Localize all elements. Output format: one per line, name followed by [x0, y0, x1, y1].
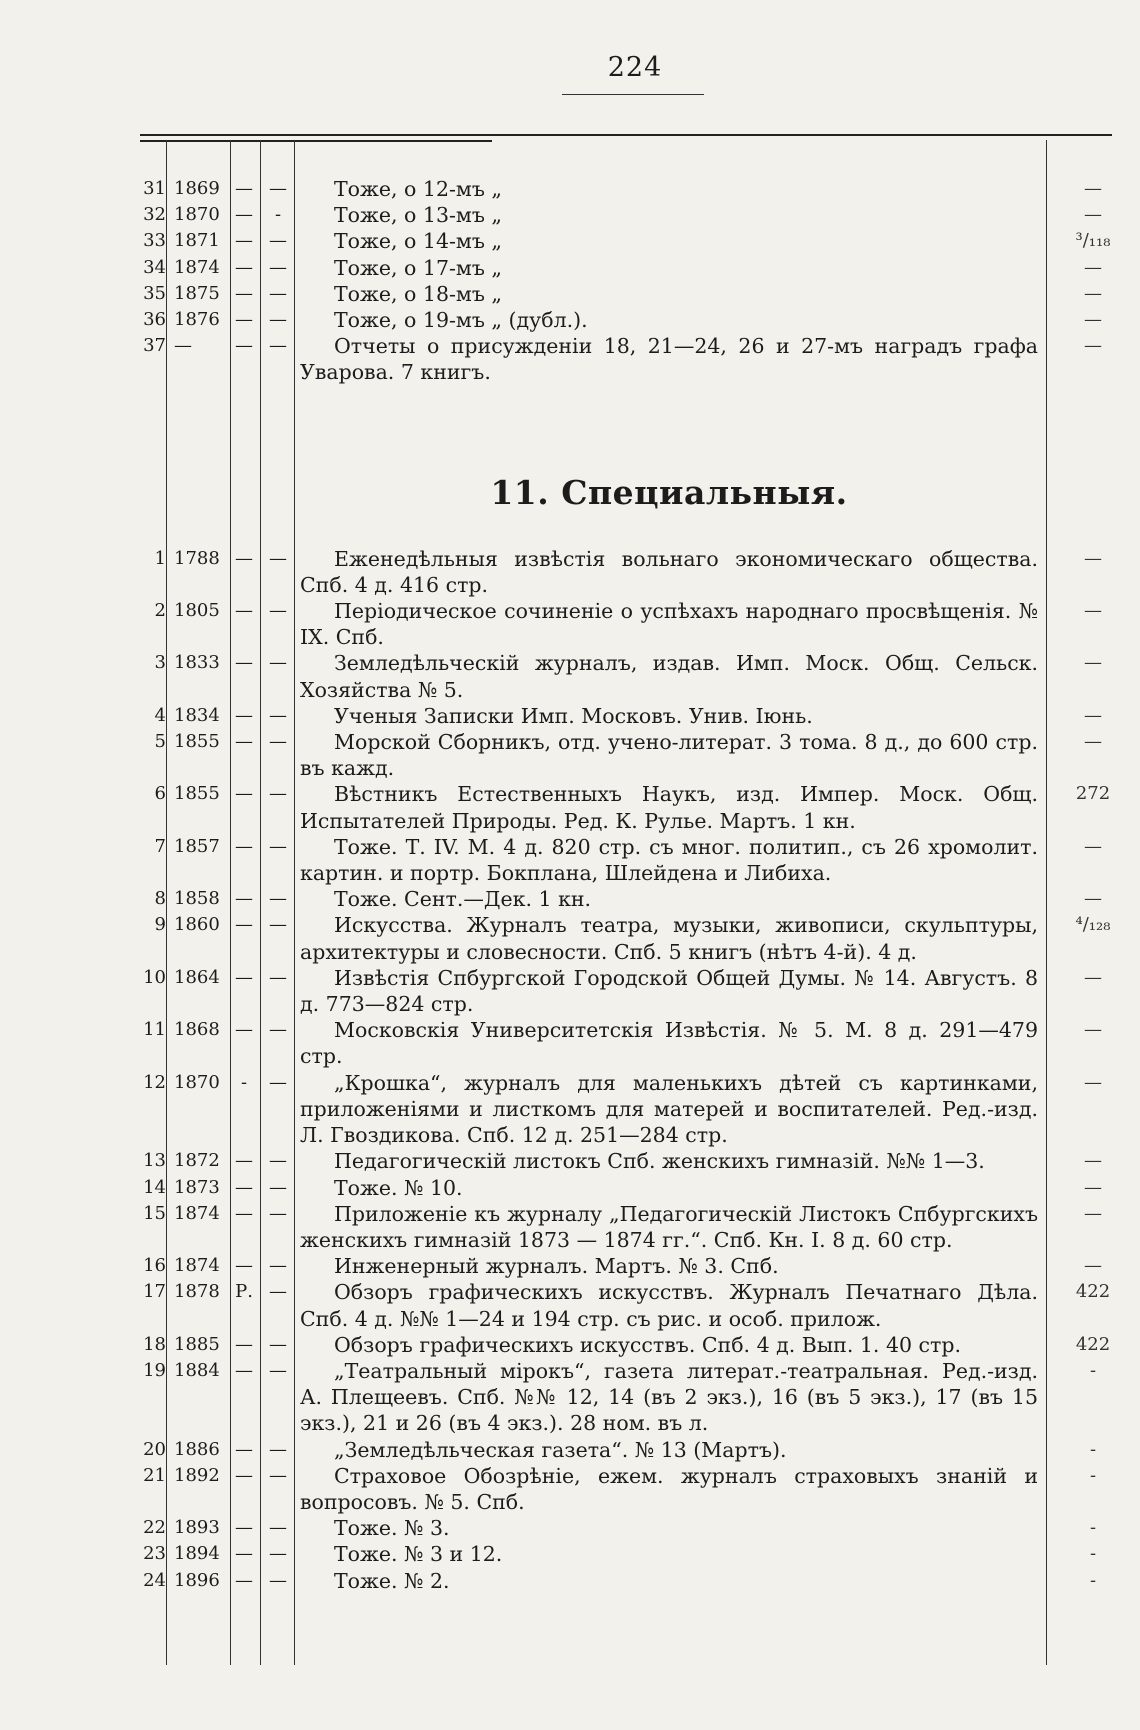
entry-number: 15 — [143, 1202, 166, 1224]
entry-year: 1855 — [174, 783, 220, 805]
entry-mark-1: — — [235, 309, 253, 331]
entry-number: 31 — [143, 178, 166, 199]
entry-year: 1874 — [174, 1255, 220, 1277]
entry-mark-1: — — [235, 1333, 253, 1355]
entry-mark-1: — — [235, 1255, 253, 1277]
page-number: 224 — [607, 52, 663, 83]
entry-mark-2: — — [269, 1281, 287, 1303]
table-row — [0, 1515, 1140, 1541]
entry-mark-1: — — [235, 704, 253, 726]
entry-shelf-mark: - — [1089, 1543, 1097, 1565]
entry-number: 21 — [143, 1464, 166, 1486]
entry-year: 1860 — [174, 914, 220, 936]
entry-description: Еженедѣльныя извѣстія вольнаго экономическаго общества. Спб. 4 д. 416 стр. — [300, 546, 1038, 597]
entry-number: 17 — [143, 1281, 166, 1303]
entry-number: 14 — [143, 1176, 166, 1198]
entry-number: 8 — [154, 888, 166, 910]
entry-shelf-mark: — — [1084, 731, 1102, 753]
entry-number: 2 — [154, 600, 166, 622]
entry-mark-2: — — [269, 835, 287, 857]
entry-number: 19 — [143, 1359, 166, 1381]
table-row — [0, 650, 1140, 702]
table-row — [0, 546, 1140, 598]
entry-description: Тоже. № 10. — [334, 1175, 463, 1200]
entry-number: 5 — [154, 731, 166, 753]
table-row — [0, 703, 1140, 729]
entry-mark-2: — — [269, 1019, 287, 1041]
entry-description: Искусства. Журналъ театра, музыки, живописи, скульптуры, архитектуры и словесности. Спб. 5 книгъ (нѣтъ 4-й). 4 д. — [300, 913, 1038, 964]
table-row — [0, 1070, 1140, 1149]
entry-number: 20 — [143, 1438, 166, 1460]
entry-year: 1805 — [174, 600, 220, 622]
entry-year: 1870 — [174, 204, 220, 226]
entry-year: 1872 — [174, 1150, 220, 1172]
entry-description: Тоже. Сент.—Дек. 1 кн. — [334, 887, 592, 912]
entry-description: Тоже. № 3 и 12. — [334, 1542, 503, 1567]
entry-number: 12 — [143, 1071, 166, 1093]
page-number-underline — [562, 94, 704, 95]
entry-number: 35 — [143, 282, 166, 304]
table-row — [0, 598, 1140, 650]
entry-description: Приложеніе къ журналу „Педагогическій Листокъ Спбургскихъ женскихъ гимназій 1873 — 1874 гг.“. Спб. Кн. I. 8 д. 60 стр. — [300, 1201, 1038, 1252]
entry-year: 1855 — [174, 731, 220, 753]
entry-mark-1: — — [235, 600, 253, 622]
entry-description: Тоже, о 14-мъ „ — [334, 229, 503, 254]
entry-year: 1868 — [174, 1019, 220, 1041]
entry-year: 1873 — [174, 1176, 220, 1198]
entry-description: „Земледѣльческая газета“. № 13 (Мартъ). — [334, 1437, 787, 1462]
table-row — [0, 176, 1140, 202]
entry-shelf-mark: ⁴/₁₂₈ — [1075, 914, 1111, 936]
entry-mark-2: — — [269, 652, 287, 674]
entry-description: Морской Сборникъ, отд. учено-литерат. 3 тома. 8 д., до 600 стр. въ кажд. — [300, 730, 1038, 781]
entry-number: 11 — [143, 1019, 166, 1041]
table-row — [0, 1175, 1140, 1201]
entry-mark-2: — — [269, 547, 287, 569]
entry-number: 3 — [154, 652, 166, 674]
entry-description: „Театральный мірокъ“, газета литерат.-театральная. Ред.-изд. А. Плещеевъ. Спб. №№ 12, 14 (въ 2 экз.), 16 (въ 5 экз.), 17 (въ 15 экз.), 21 и 26 (въ 4 экз.). 28 ном. въ л. — [300, 1358, 1038, 1436]
table-row — [0, 281, 1140, 307]
entry-year: 1834 — [174, 704, 220, 726]
entry-year: 1857 — [174, 835, 220, 857]
entry-number: 36 — [143, 309, 166, 331]
entry-number: 13 — [143, 1150, 166, 1172]
entry-number: 6 — [154, 783, 166, 805]
header-rule-short — [140, 140, 492, 142]
entry-number: 32 — [143, 204, 166, 226]
entry-shelf-mark: — — [1084, 888, 1102, 910]
entry-shelf-mark: — — [1084, 282, 1102, 304]
entry-year: 1876 — [174, 309, 220, 331]
table-row — [0, 1568, 1140, 1594]
entry-year: 1875 — [174, 282, 220, 304]
entry-shelf-mark: — — [1084, 1019, 1102, 1041]
entry-shelf-mark: — — [1084, 1176, 1102, 1198]
entry-shelf-mark: — — [1084, 600, 1102, 622]
entry-number: 34 — [143, 256, 166, 278]
entry-year: 1871 — [174, 230, 220, 252]
entry-description: Извѣстія Спбургской Городской Общей Думы. № 14. Августъ. 8 д. 773—824 стр. — [300, 965, 1038, 1017]
table-row — [0, 1017, 1140, 1069]
entry-mark-1: — — [235, 1019, 253, 1041]
entry-mark-1: — — [235, 547, 253, 569]
table-row — [0, 228, 1140, 254]
table-row — [0, 912, 1140, 964]
entry-description: Педагогическій листокъ Спб. женскихъ гимназій. №№ 1—3. — [334, 1149, 985, 1174]
entry-number: 22 — [143, 1517, 166, 1539]
entry-mark-2: — — [269, 704, 287, 726]
entry-mark-1: — — [235, 1359, 253, 1381]
entry-description: Тоже, о 13-мъ „ — [334, 203, 503, 228]
entry-mark-1: — — [235, 888, 253, 910]
entry-number: 9 — [154, 914, 166, 936]
entry-mark-1: Р. — [235, 1281, 253, 1303]
table-row — [0, 1463, 1140, 1515]
entry-mark-1: — — [235, 1543, 253, 1565]
entry-mark-1: — — [235, 1438, 253, 1460]
entry-number: 18 — [143, 1333, 166, 1355]
entry-description: Ученыя Записки Имп. Московъ. Унив. Іюнь. — [334, 703, 813, 728]
entry-mark-2: — — [269, 282, 287, 304]
entry-number: 1 — [154, 547, 166, 569]
entry-year: 1896 — [174, 1569, 220, 1591]
entry-shelf-mark: — — [1084, 178, 1102, 199]
entry-shelf-mark: — — [1084, 335, 1102, 357]
entry-description: Земледѣльческій журналъ, издав. Имп. Моск. Общ. Сельск. Хозяйства № 5. — [300, 651, 1038, 702]
table-row — [0, 255, 1140, 281]
entry-year: 1788 — [174, 547, 220, 569]
entry-mark-1: — — [235, 652, 253, 674]
entry-mark-1: — — [235, 1569, 253, 1591]
entry-shelf-mark: — — [1084, 1202, 1102, 1224]
entry-mark-2: — — [269, 1150, 287, 1172]
entry-year: 1894 — [174, 1543, 220, 1565]
header-rule — [140, 134, 1112, 136]
entry-mark-2: — — [269, 1176, 287, 1198]
entry-mark-1: — — [235, 256, 253, 278]
table-row — [0, 834, 1140, 886]
entry-mark-2: — — [269, 966, 287, 988]
entry-number: 33 — [143, 230, 166, 252]
entry-shelf-mark: — — [1084, 966, 1102, 988]
entry-mark-2: — — [269, 1333, 287, 1355]
entry-shelf-mark: — — [1084, 652, 1102, 674]
entry-number: 23 — [143, 1543, 166, 1565]
entry-shelf-mark: - — [1089, 1359, 1097, 1381]
entry-year: 1886 — [174, 1438, 220, 1460]
entry-mark-2: — — [269, 230, 287, 252]
table-row — [0, 1358, 1140, 1437]
entry-description: Періодическое сочиненіе о успѣхахъ народнаго просвѣщенія. № IX. Спб. — [300, 599, 1038, 650]
entry-mark-2: — — [269, 1071, 287, 1093]
entry-description: Тоже. № 2. — [334, 1568, 450, 1593]
section-title: 11. Специальныя. — [490, 472, 848, 512]
table-row — [0, 1253, 1140, 1279]
entry-shelf-mark: — — [1084, 309, 1102, 331]
entry-shelf-mark: — — [1084, 704, 1102, 726]
entry-description: Вѣстникъ Естественныхъ Наукъ, изд. Импер. Моск. Общ. Испытателей Природы. Ред. К. Рулье. Мартъ. 1 кн. — [300, 782, 1038, 833]
entry-year: 1885 — [174, 1333, 220, 1355]
entry-mark-1: - — [240, 1071, 248, 1093]
entry-number: 37 — [143, 335, 166, 357]
entry-description: Московскія Университетскія Извѣстія. № 5. М. 8 д. 291—479 стр. — [300, 1018, 1038, 1069]
entry-shelf-mark: 422 — [1075, 1281, 1111, 1303]
table-row — [0, 1279, 1140, 1331]
entry-year: 1892 — [174, 1464, 220, 1486]
entry-mark-2: — — [269, 1517, 287, 1539]
entry-shelf-mark: - — [1089, 1464, 1097, 1486]
entry-year: 1833 — [174, 652, 220, 674]
entry-year: 1878 — [174, 1281, 220, 1303]
entry-number: 10 — [143, 966, 166, 988]
entry-mark-2: — — [269, 888, 287, 910]
entry-description: „Крошка“, журналъ для маленькихъ дѣтей съ картинками, приложеніями и листкомъ для матерей и воспитателей. Ред.-изд. Л. Гвоздикова. Спб. 12 д. 251—284 стр. — [300, 1070, 1038, 1148]
entry-description: Тоже. Т. IV. М. 4 д. 820 стр. съ мног. политип., съ 26 хромолит. картин. и портр. Бокплана, Шлейдена и Либиха. — [300, 834, 1038, 886]
entry-number: 16 — [143, 1255, 166, 1277]
entry-mark-1: — — [235, 335, 253, 357]
entry-mark-2: — — [269, 178, 287, 199]
entry-mark-2: — — [269, 731, 287, 753]
table-row — [0, 1541, 1140, 1567]
entry-description: Обзоръ графическихъ искусствъ. Спб. 4 д. Вып. 1. 40 стр. — [334, 1332, 962, 1357]
entry-mark-2: — — [269, 1438, 287, 1460]
entry-mark-1: — — [235, 230, 253, 252]
entry-mark-2: — — [269, 1569, 287, 1591]
entry-mark-1: — — [235, 1517, 253, 1539]
entry-description: Страховое Обозрѣніе, ежем. журналъ страховыхъ знаній и вопросовъ. № 5. Спб. — [300, 1463, 1038, 1514]
entry-mark-1: — — [235, 1176, 253, 1198]
entry-shelf-mark: ³/₁₁₈ — [1075, 230, 1111, 252]
entry-description: Отчеты о присужденіи 18, 21—24, 26 и 27-мъ наградъ графа Уварова. 7 книгъ. — [300, 334, 1038, 385]
entry-description: Инженерный журналъ. Мартъ. № 3. Спб. — [334, 1254, 779, 1279]
entry-mark-1: — — [235, 178, 253, 199]
entry-year: 1858 — [174, 888, 220, 910]
entry-description: Обзоръ графическихъ искусствъ. Журналъ Печатнаго Дѣла. Спб. 4 д. №№ 1—24 и 194 стр. съ рис. и особ. прилож. — [300, 1280, 1038, 1331]
entry-mark-1: — — [235, 835, 253, 857]
entry-mark-2: — — [269, 783, 287, 805]
entry-shelf-mark: — — [1084, 1150, 1102, 1172]
entry-year: 1864 — [174, 966, 220, 988]
entry-year: 1893 — [174, 1517, 220, 1539]
entry-description: Тоже, о 17-мъ „ — [334, 255, 503, 280]
entry-year: — — [174, 335, 192, 357]
rows-previous-section — [0, 176, 1140, 386]
entry-mark-2: — — [269, 1255, 287, 1277]
entry-shelf-mark: — — [1084, 1071, 1102, 1093]
entry-mark-1: — — [235, 914, 253, 936]
table-row — [0, 729, 1140, 781]
entry-year: 1870 — [174, 1071, 220, 1093]
entry-shelf-mark: — — [1084, 1255, 1102, 1277]
entry-shelf-mark: — — [1084, 256, 1102, 278]
entry-shelf-mark: 422 — [1075, 1333, 1111, 1355]
table-row — [0, 886, 1140, 912]
table-row — [0, 1148, 1140, 1174]
catalog-table — [0, 176, 1140, 1594]
entry-mark-1: — — [235, 282, 253, 304]
entry-mark-2: — — [269, 914, 287, 936]
entry-mark-2: — — [269, 1359, 287, 1381]
table-row — [0, 965, 1140, 1017]
entry-description: Тоже, о 12-мъ „ — [334, 177, 503, 201]
entry-shelf-mark: — — [1084, 835, 1102, 857]
entry-number: 7 — [154, 835, 166, 857]
entry-mark-2: — — [269, 309, 287, 331]
entry-mark-1: — — [235, 204, 253, 226]
entry-mark-2: — — [269, 600, 287, 622]
entry-shelf-mark: - — [1089, 1438, 1097, 1460]
rows-special-section — [0, 546, 1140, 1594]
table-row — [0, 1332, 1140, 1358]
table-row — [0, 781, 1140, 833]
entry-shelf-mark: - — [1089, 1517, 1097, 1539]
entry-shelf-mark: — — [1084, 204, 1102, 226]
entry-shelf-mark: 272 — [1075, 783, 1111, 805]
entry-mark-1: — — [235, 966, 253, 988]
entry-mark-2: — — [269, 1202, 287, 1224]
entry-mark-1: — — [235, 731, 253, 753]
entry-mark-2: — — [269, 1464, 287, 1486]
entry-mark-2: — — [269, 1543, 287, 1565]
entry-mark-2: - — [274, 204, 282, 226]
entry-year: 1884 — [174, 1359, 220, 1381]
entry-mark-1: — — [235, 1202, 253, 1224]
entry-mark-1: — — [235, 1464, 253, 1486]
entry-mark-2: — — [269, 256, 287, 278]
entry-shelf-mark: - — [1089, 1569, 1097, 1591]
entry-shelf-mark: — — [1084, 547, 1102, 569]
entry-mark-1: — — [235, 783, 253, 805]
entry-year: 1869 — [174, 178, 220, 199]
entry-number: 24 — [143, 1569, 166, 1591]
table-row — [0, 202, 1140, 228]
table-row — [0, 1201, 1140, 1253]
entry-description: Тоже. № 3. — [334, 1516, 450, 1541]
entry-year: 1874 — [174, 256, 220, 278]
table-row — [0, 307, 1140, 333]
entry-mark-1: — — [235, 1150, 253, 1172]
entry-description: Тоже, о 19-мъ „ (дубл.). — [334, 308, 588, 333]
entry-mark-2: — — [269, 335, 287, 357]
table-row — [0, 333, 1140, 385]
entry-year: 1874 — [174, 1202, 220, 1224]
entry-number: 4 — [154, 704, 166, 726]
table-row — [0, 1437, 1140, 1463]
entry-description: Тоже, о 18-мъ „ — [334, 281, 503, 306]
